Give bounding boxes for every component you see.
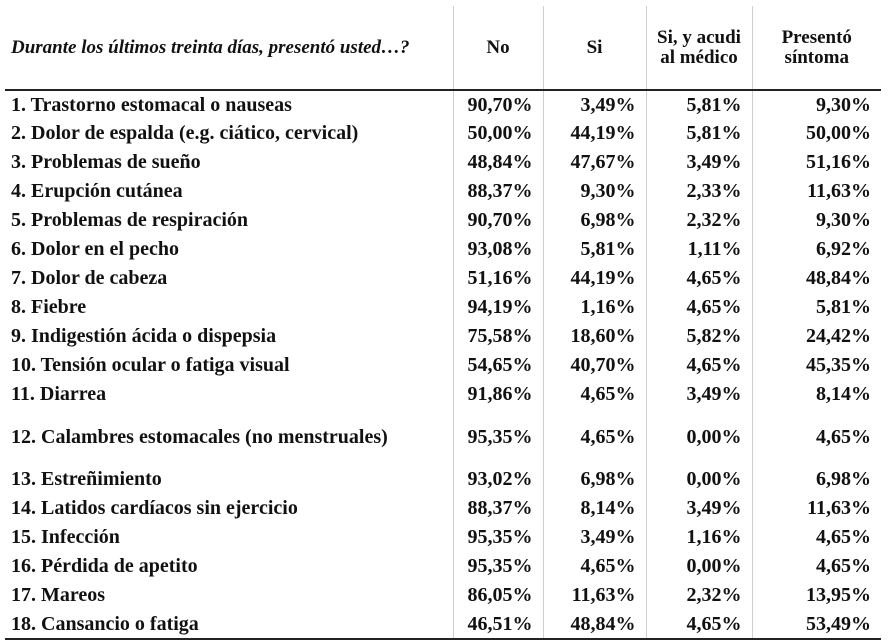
row-label: 16. Pérdida de apetito <box>11 555 198 577</box>
cell-medico: 2,33% <box>646 177 752 206</box>
row-label: 11. Diarrea <box>11 383 107 405</box>
table-row <box>5 552 881 581</box>
row-label: 12. Calambres estomacales (no menstruales) <box>11 425 388 448</box>
cell-si: 11,63% <box>543 581 646 610</box>
header-medico: Si, y acudi al médico <box>646 6 752 90</box>
cell-sintoma: 4,65% <box>752 523 881 552</box>
row-label: 10. Tensión ocular o fatiga visual <box>11 354 290 376</box>
cell-si: 44,19% <box>543 119 646 148</box>
table-row <box>5 351 881 380</box>
cell-medico: 0,00% <box>646 409 752 465</box>
table-row <box>5 177 881 206</box>
cell-no: 90,70% <box>453 90 543 119</box>
row-label: 7. Dolor de cabeza <box>11 267 168 289</box>
cell-sintoma: 24,42% <box>752 322 881 351</box>
cell-si: 4,65% <box>543 409 646 465</box>
cell-no: 95,35% <box>453 409 543 465</box>
cell-no: 48,84% <box>453 148 543 177</box>
cell-sintoma: 8,14% <box>752 380 881 409</box>
table-body <box>5 90 881 639</box>
cell-medico: 5,82% <box>646 322 752 351</box>
cell-no: 51,16% <box>453 264 543 293</box>
table-row <box>5 409 881 465</box>
cell-no: 93,02% <box>453 465 543 494</box>
table-row <box>5 322 881 351</box>
cell-sintoma: 51,16% <box>752 148 881 177</box>
cell-si: 4,65% <box>543 380 646 409</box>
cell-no: 54,65% <box>453 351 543 380</box>
cell-medico: 3,49% <box>646 148 752 177</box>
row-label: 6. Dolor en el pecho <box>11 238 179 260</box>
table-row <box>5 523 881 552</box>
cell-no: 95,35% <box>453 523 543 552</box>
cell-medico: 0,00% <box>646 465 752 494</box>
cell-si: 1,16% <box>543 293 646 322</box>
cell-si: 40,70% <box>543 351 646 380</box>
row-label: 9. Indigestión ácida o dispepsia <box>11 325 277 347</box>
cell-si: 44,19% <box>543 264 646 293</box>
cell-no: 46,51% <box>453 610 543 639</box>
cell-sintoma: 4,65% <box>752 409 881 465</box>
row-label: 13. Estreñimiento <box>11 468 162 490</box>
cell-sintoma: 9,30% <box>752 90 881 119</box>
cell-medico: 5,81% <box>646 90 752 119</box>
header-row <box>5 6 881 90</box>
cell-medico: 1,16% <box>646 523 752 552</box>
cell-medico: 2,32% <box>646 581 752 610</box>
cell-no: 94,19% <box>453 293 543 322</box>
cell-no: 88,37% <box>453 177 543 206</box>
cell-no: 75,58% <box>453 322 543 351</box>
cell-sintoma: 9,30% <box>752 206 881 235</box>
cell-no: 90,70% <box>453 206 543 235</box>
table-row <box>5 610 881 639</box>
survey-table-container <box>5 6 881 640</box>
table-row <box>5 90 881 119</box>
table-row <box>5 465 881 494</box>
table-row <box>5 494 881 523</box>
table-header <box>5 6 881 90</box>
header-si: Si <box>543 6 646 90</box>
table-row <box>5 293 881 322</box>
table-row <box>5 264 881 293</box>
cell-si: 8,14% <box>543 494 646 523</box>
cell-medico: 4,65% <box>646 351 752 380</box>
row-label: 15. Infección <box>11 526 120 548</box>
cell-si: 47,67% <box>543 148 646 177</box>
cell-no: 93,08% <box>453 235 543 264</box>
header-no: No <box>453 6 543 90</box>
table-row <box>5 206 881 235</box>
cell-sintoma: 13,95% <box>752 581 881 610</box>
cell-sintoma: 48,84% <box>752 264 881 293</box>
cell-no: 88,37% <box>453 494 543 523</box>
cell-si: 4,65% <box>543 552 646 581</box>
cell-medico: 2,32% <box>646 206 752 235</box>
row-label: 8. Fiebre <box>11 296 87 318</box>
table-row <box>5 235 881 264</box>
cell-si: 9,30% <box>543 177 646 206</box>
cell-si: 6,98% <box>543 465 646 494</box>
cell-si: 18,60% <box>543 322 646 351</box>
cell-medico: 3,49% <box>646 380 752 409</box>
row-label: 17. Mareos <box>11 584 106 606</box>
table-row <box>5 581 881 610</box>
cell-sintoma: 53,49% <box>752 610 881 639</box>
cell-si: 5,81% <box>543 235 646 264</box>
header-sintoma: Presentó síntoma <box>752 6 881 90</box>
cell-no: 91,86% <box>453 380 543 409</box>
cell-sintoma: 6,92% <box>752 235 881 264</box>
cell-sintoma: 6,98% <box>752 465 881 494</box>
table-row <box>5 119 881 148</box>
row-label: 5. Problemas de respiración <box>11 209 249 231</box>
cell-si: 3,49% <box>543 90 646 119</box>
row-label: 3. Problemas de sueño <box>11 151 201 173</box>
cell-medico: 0,00% <box>646 552 752 581</box>
cell-sintoma: 11,63% <box>752 177 881 206</box>
cell-medico: 4,65% <box>646 264 752 293</box>
cell-no: 50,00% <box>453 119 543 148</box>
cell-medico: 4,65% <box>646 610 752 639</box>
row-label: 2. Dolor de espalda (e.g. ciático, cervical) <box>11 122 359 144</box>
row-label: 18. Cansancio o fatiga <box>11 612 199 635</box>
header-question: Durante los últimos treinta días, presentó usted…? <box>11 36 410 58</box>
cell-medico: 1,11% <box>646 235 752 264</box>
cell-sintoma: 5,81% <box>752 293 881 322</box>
cell-si: 6,98% <box>543 206 646 235</box>
table-row <box>5 148 881 177</box>
cell-medico: 3,49% <box>646 494 752 523</box>
cell-sintoma: 50,00% <box>752 119 881 148</box>
cell-si: 48,84% <box>543 610 646 639</box>
cell-medico: 5,81% <box>646 119 752 148</box>
cell-sintoma: 4,65% <box>752 552 881 581</box>
row-label: 1. Trastorno estomacal o nauseas <box>11 93 292 116</box>
symptoms-table <box>5 6 881 640</box>
cell-sintoma: 11,63% <box>752 494 881 523</box>
table-row <box>5 380 881 409</box>
cell-si: 3,49% <box>543 523 646 552</box>
cell-medico: 4,65% <box>646 293 752 322</box>
cell-sintoma: 45,35% <box>752 351 881 380</box>
row-label: 4. Erupción cutánea <box>11 180 183 202</box>
row-label: 14. Latidos cardíacos sin ejercicio <box>11 497 298 519</box>
cell-no: 86,05% <box>453 581 543 610</box>
cell-no: 95,35% <box>453 552 543 581</box>
